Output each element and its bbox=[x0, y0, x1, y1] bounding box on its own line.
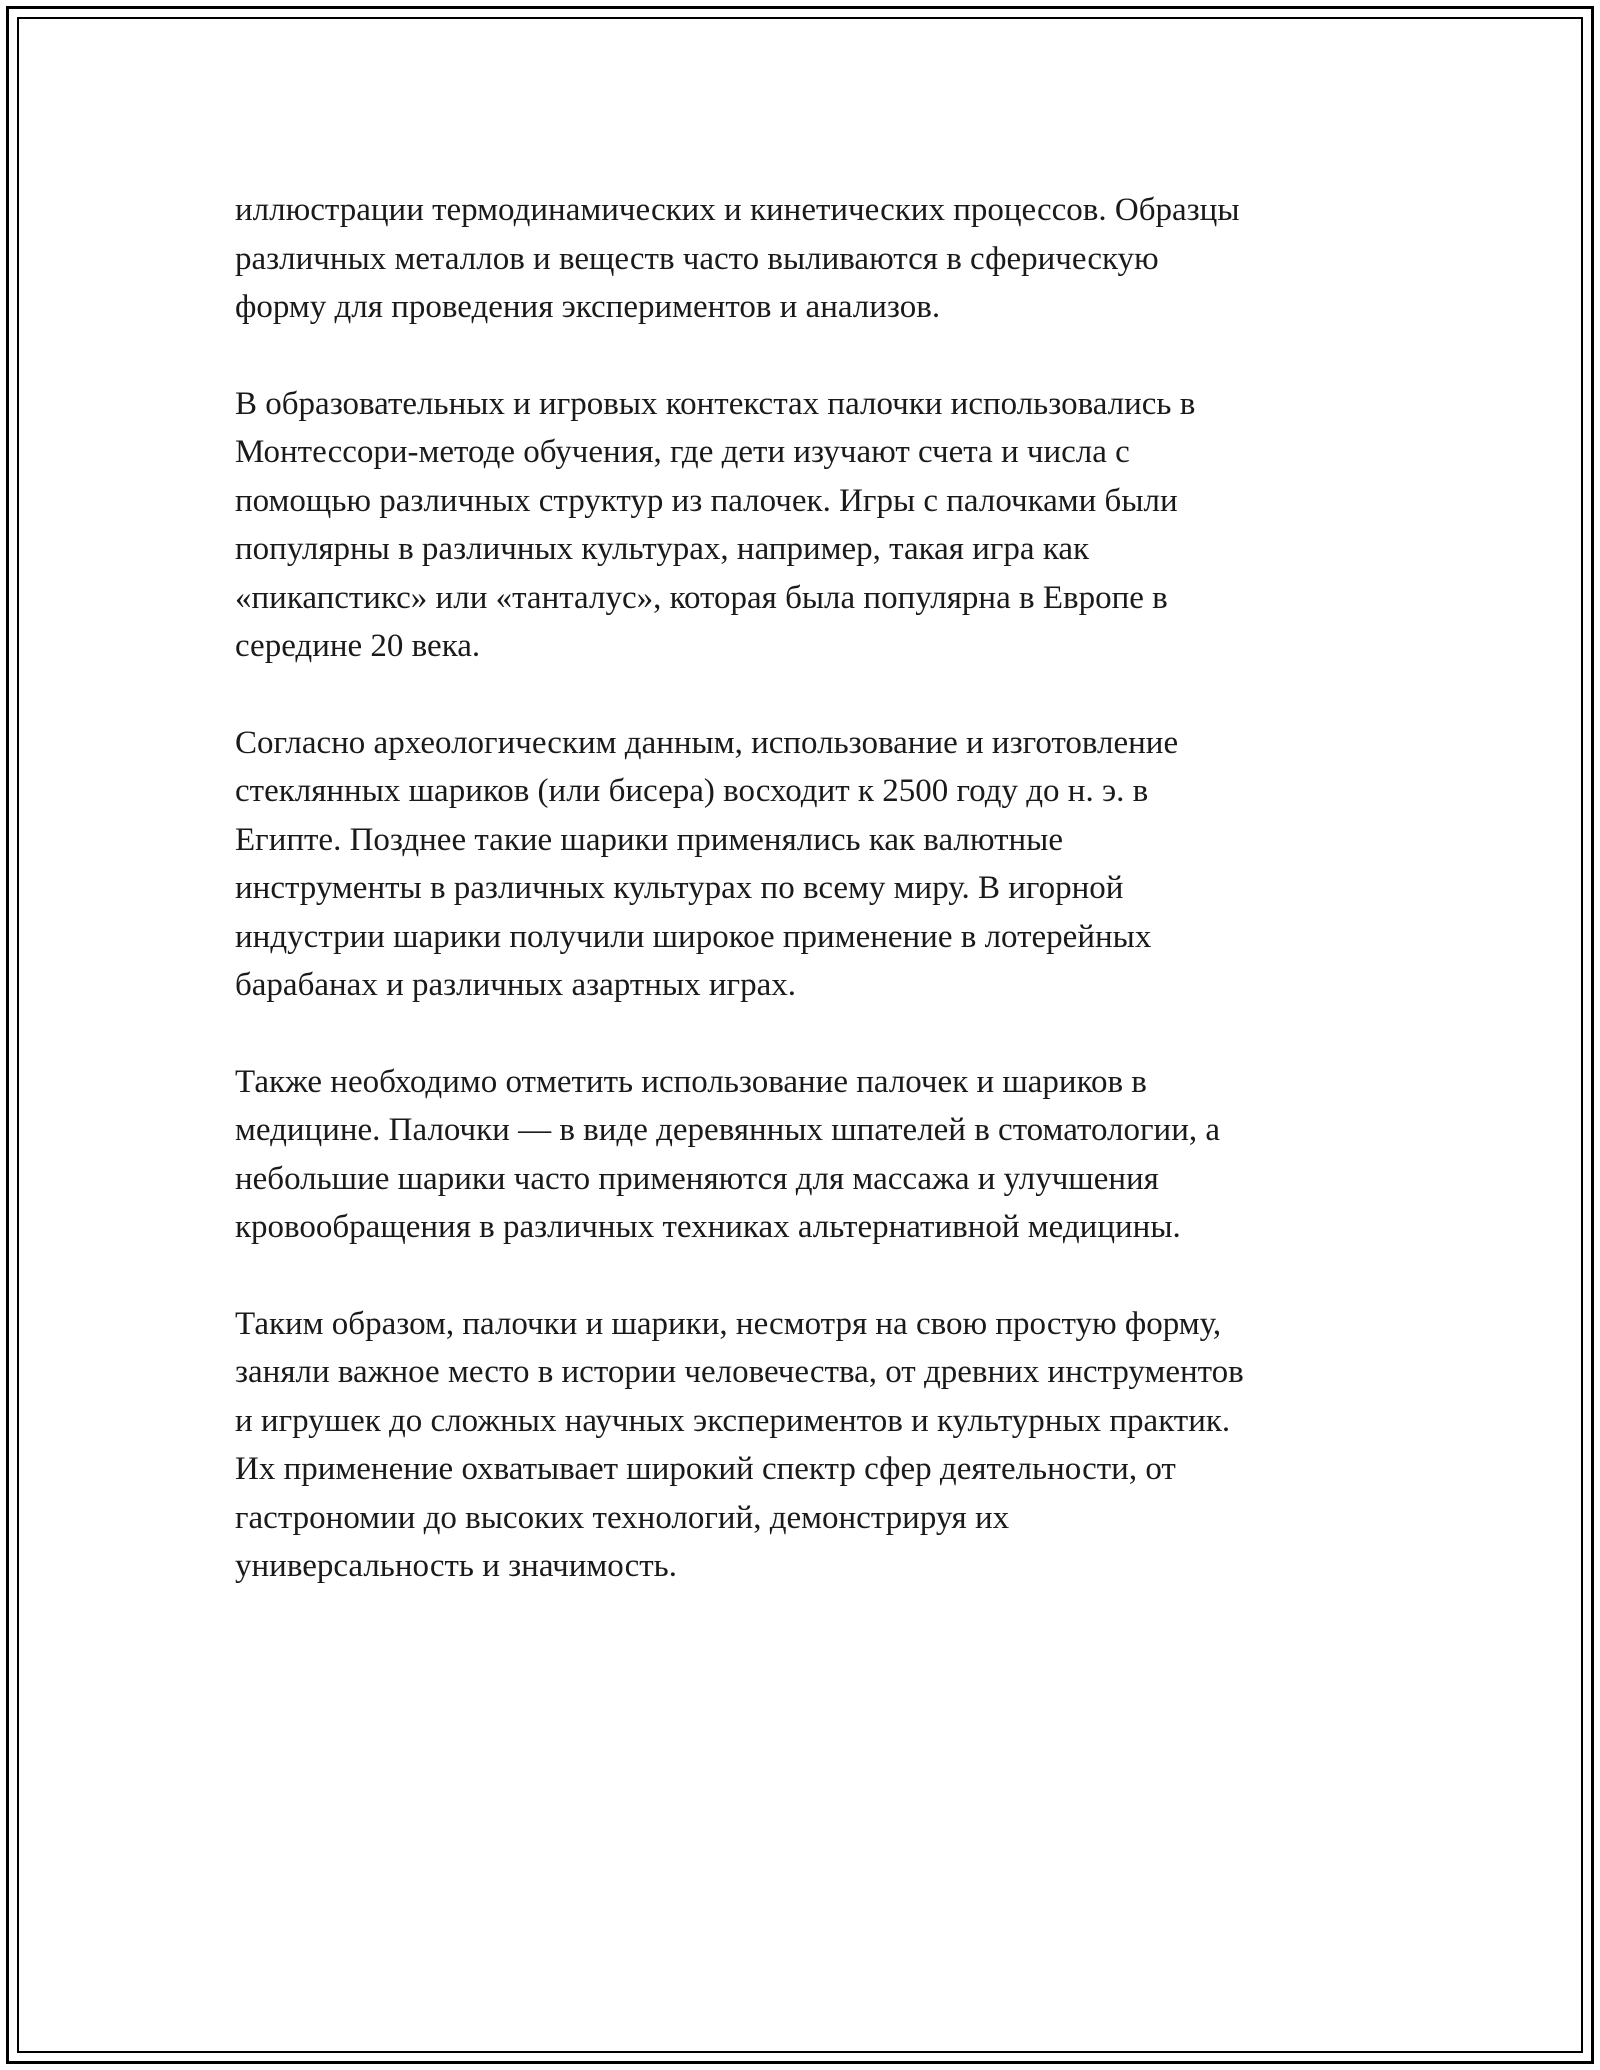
text-line: Монтессори-методе обучения, где дети изучают счета и числа с bbox=[235, 434, 1130, 470]
text-line: барабанах и различных азартных играх. bbox=[235, 967, 796, 1003]
text-line: популярны в различных культурах, например, такая игра как bbox=[235, 531, 1090, 567]
text-line: форму для проведения экспериментов и анализов. bbox=[235, 289, 941, 325]
text-line: и игрушек до сложных научных экспериментов и культурных практик. bbox=[235, 1402, 1231, 1439]
text-line: различных металлов и веществ часто выливаются в сферическую bbox=[235, 240, 1159, 277]
text-line: небольшие шарики часто применяются для массажа и улучшения bbox=[235, 1160, 1159, 1197]
text-line: инструменты в различных культурах по всему миру. В игорной bbox=[235, 870, 1124, 906]
text-line: медицине. Палочки — в виде деревянных шпателей в стоматологии, а bbox=[235, 1112, 1221, 1148]
text-line: стеклянных шариков (или бисера) восходит к 2500 году до н. э. в bbox=[235, 773, 1149, 809]
text-line: иллюстрации термодинамических и кинетических процессов. Образцы bbox=[235, 192, 1240, 228]
text-line: Согласно археологическим данным, использование и изготовление bbox=[235, 724, 1179, 761]
paragraph bbox=[235, 186, 1375, 332]
text-line: Таким образом, палочки и шарики, несмотря на свою простую форму, bbox=[235, 1305, 1222, 1342]
text-line: В образовательных и игровых контекстах палочки использовались в bbox=[235, 385, 1196, 422]
text-line: «пикапстикс» или «танталус», которая была популярна в Европе в bbox=[235, 579, 1168, 616]
paragraph bbox=[235, 1300, 1375, 1591]
document-body bbox=[235, 186, 1375, 1639]
text-line: индустрии шарики получили широкое применение в лотерейных bbox=[235, 918, 1152, 955]
text-line: Их применение охватывает широкий спектр сфер деятельности, от bbox=[235, 1451, 1176, 1487]
text-line: Египте. Позднее такие шарики применялись как валютные bbox=[235, 821, 1063, 858]
text-line: помощью различных структур из палочек. Игры с палочками были bbox=[235, 482, 1178, 519]
text-line: заняли важное место в истории человечества, от древних инструментов bbox=[235, 1354, 1244, 1390]
paragraph bbox=[235, 380, 1375, 671]
text-line: гастрономии до высоких технологий, демонстрируя их bbox=[235, 1499, 1010, 1536]
text-line: Также необходимо отметить использование палочек и шариков в bbox=[235, 1063, 1147, 1100]
paragraph bbox=[235, 1058, 1375, 1252]
text-line: универсальность и значимость. bbox=[235, 1548, 677, 1584]
text-line: середине 20 века. bbox=[235, 628, 481, 664]
text-line: кровообращения в различных техниках альтернативной медицины. bbox=[235, 1209, 1181, 1245]
paragraph bbox=[235, 719, 1375, 1010]
